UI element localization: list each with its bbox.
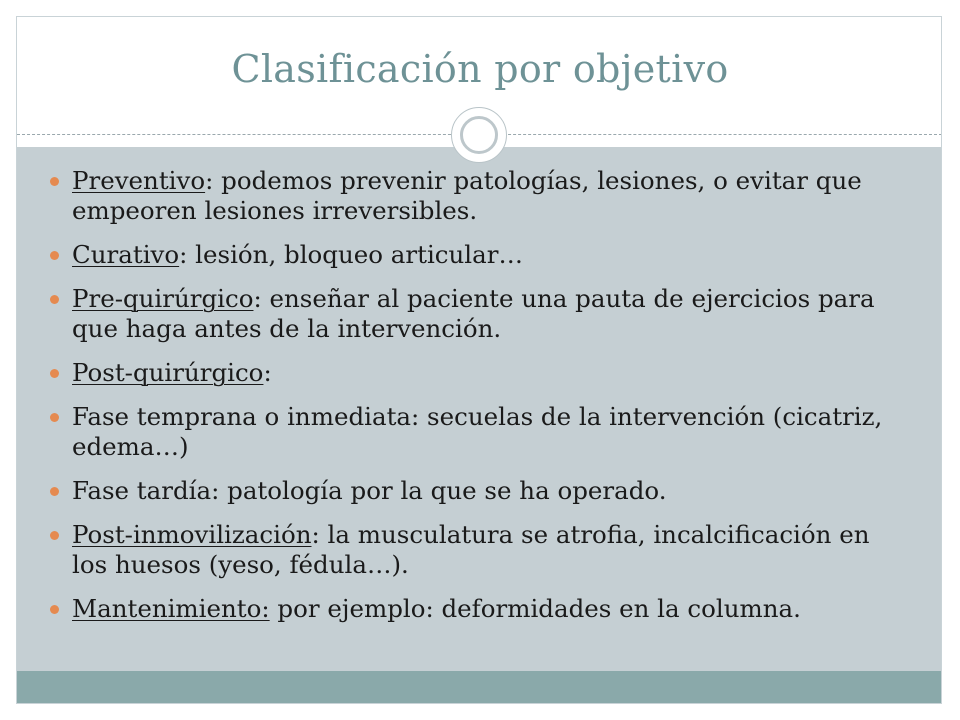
bullet-term: Mantenimiento: bbox=[72, 594, 270, 623]
bullet-text: : la musculatura se atrofia, incalcificación en los huesos (yeso, fédula…). bbox=[72, 520, 870, 579]
bullet-item bbox=[50, 402, 910, 462]
bullet-item bbox=[50, 520, 910, 580]
bullet-item bbox=[50, 166, 910, 226]
circle-ornament-icon bbox=[451, 107, 507, 163]
bullet-item bbox=[50, 240, 910, 270]
bullet-term: Pre-quirúrgico bbox=[72, 284, 254, 313]
bullet-list bbox=[50, 166, 910, 638]
bullet-dot-icon bbox=[50, 487, 59, 496]
bullet-text: : podemos prevenir patologías, lesiones, o evitar que empeoren lesiones irreversibles. bbox=[72, 166, 862, 225]
bullet-text: Fase tardía: patología por la que se ha operado. bbox=[72, 476, 667, 505]
bullet-dot-icon bbox=[50, 413, 59, 422]
bullet-text: : lesión, bloqueo articular… bbox=[179, 240, 523, 269]
bullet-term: Curativo bbox=[72, 240, 180, 269]
bullet-text: : bbox=[263, 358, 272, 387]
ring-icon bbox=[460, 116, 498, 154]
bullet-text: : enseñar al paciente una pauta de ejercicios para que haga antes de la intervención. bbox=[72, 284, 875, 343]
bullet-dot-icon bbox=[50, 605, 59, 614]
bullet-dot-icon bbox=[50, 369, 59, 378]
bullet-item bbox=[50, 284, 910, 344]
bullet-dot-icon bbox=[50, 251, 59, 260]
bullet-text: por ejemplo: deformidades en la columna. bbox=[269, 594, 801, 623]
bullet-term: Post-quirúrgico bbox=[72, 358, 264, 387]
bullet-dot-icon bbox=[50, 177, 59, 186]
bullet-term: Preventivo bbox=[72, 166, 206, 195]
bullet-dot-icon bbox=[50, 531, 59, 540]
bullet-item bbox=[50, 358, 910, 388]
bullet-item bbox=[50, 594, 910, 624]
bullet-text: Fase temprana o inmediata: secuelas de la intervención (cicatriz, edema…) bbox=[72, 402, 883, 461]
bullet-term: Post-inmovilización bbox=[72, 520, 312, 549]
slide-title: Clasificación por objetivo bbox=[231, 47, 729, 91]
bullet-dot-icon bbox=[50, 295, 59, 304]
bullet-item bbox=[50, 476, 910, 506]
